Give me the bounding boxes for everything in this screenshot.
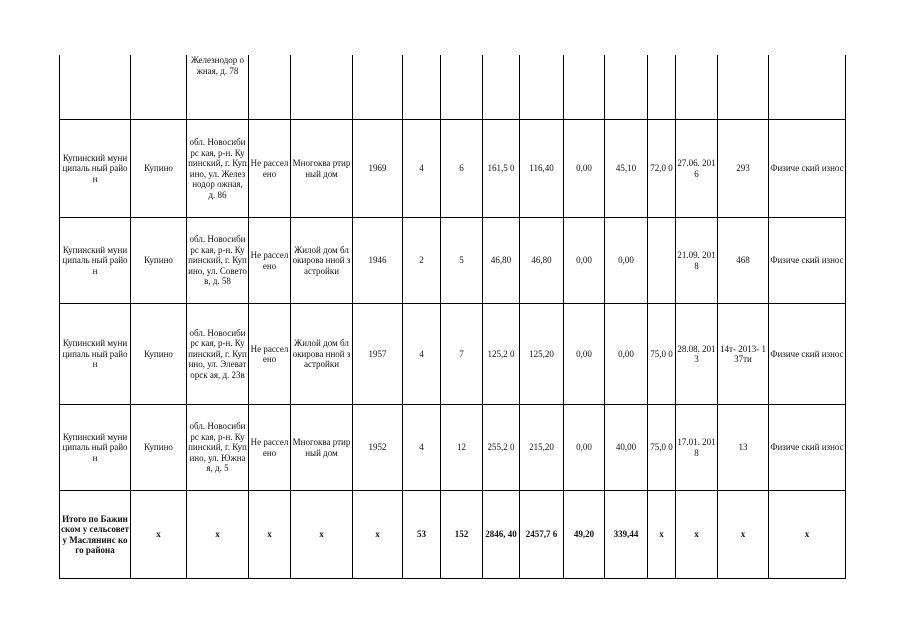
cell-count-b: 6 [441,120,483,218]
cell-area-total: 46,80 [483,218,520,304]
cell-area-c [605,55,648,120]
cell-settlement: Купино [131,304,187,405]
cell-wear: 75,0 0 [648,304,676,405]
cell-doc-number: 13 [718,405,769,491]
cell-area-total: 161,5 0 [483,120,520,218]
table-row [60,55,846,120]
cell-building-type [291,55,353,120]
cell-year: 1952 [353,405,403,491]
cell-doc-number: x [718,491,769,579]
cell-district: Купинский муниципаль ный район [60,120,131,218]
cell-count-a [403,55,441,120]
total-area-b: 49,20 [564,491,605,579]
cell-resettlement-status [249,55,291,120]
total-row [60,491,846,579]
cell-settlement [131,55,187,120]
cell-address: Железнодор ожная, д. 78 [187,55,249,120]
cell-count-b: 5 [441,218,483,304]
cell-area-a: 125,20 [520,304,564,405]
cell-doc-number: 468 [718,218,769,304]
cell-settlement: Купино [131,120,187,218]
table-row [60,304,846,405]
cell-resettlement-status: Не рассел ено [249,120,291,218]
cell-settlement: x [131,491,187,579]
cell-building-type: Жилой дом блокирова нной застройки [291,304,353,405]
cell-reason: x [769,491,846,579]
total-area-total: 2846, 40 [483,491,520,579]
cell-area-a: 46,80 [520,218,564,304]
cell-count-a: 4 [403,304,441,405]
cell-count-b: 7 [441,304,483,405]
cell-wear [648,55,676,120]
cell-date: 21.09. 2018 [676,218,718,304]
cell-wear: x [648,491,676,579]
cell-reason: Физиче ский износ [769,304,846,405]
cell-building-type: Многоква ртирный дом [291,120,353,218]
total-label: Итого по Бажинском у сельсовету Маслянинс кого района [60,491,131,579]
cell-doc-number: 293 [718,120,769,218]
cell-wear: 72,0 0 [648,120,676,218]
cell-settlement: Купино [131,218,187,304]
cell-settlement: Купино [131,405,187,491]
table-row [60,218,846,304]
cell-resettlement-status: x [249,491,291,579]
cell-date: x [676,491,718,579]
cell-date: 28.08. 2013 [676,304,718,405]
cell-doc-number: 14т- 2013- 137ти [718,304,769,405]
cell-area-b [564,55,605,120]
cell-district: Купинский муниципаль ный район [60,218,131,304]
cell-area-total [483,55,520,120]
cell-reason: Физиче ский износ [769,218,846,304]
cell-date: 27.06. 2016 [676,120,718,218]
cell-address: x [187,491,249,579]
housing-register-table [59,55,846,579]
cell-district: Купинский муниципаль ный район [60,304,131,405]
cell-area-total: 255,2 0 [483,405,520,491]
cell-address: обл. Новосибирс кая, р-н. Купинский, г. Купино, ул. Железнодор ожная, д. 86 [187,120,249,218]
cell-area-a: 215,20 [520,405,564,491]
cell-area-b: 0,00 [564,120,605,218]
table-row [60,405,846,491]
cell-count-a: 4 [403,120,441,218]
cell-address: обл. Новосибирс кая, р-н. Купинский, г. Купино, ул. Элеваторск ая, д. 23в [187,304,249,405]
cell-area-c: 0,00 [605,304,648,405]
cell-year [353,55,403,120]
cell-date [676,55,718,120]
cell-year: 1957 [353,304,403,405]
cell-year: 1969 [353,120,403,218]
cell-wear: 75,0 0 [648,405,676,491]
cell-wear [648,218,676,304]
cell-area-a [520,55,564,120]
table-row [60,120,846,218]
cell-building-type: Многоква ртирный дом [291,405,353,491]
cell-address: обл. Новосибирс кая, р-н. Купинский, г. Купино, ул. Южная, д. 5 [187,405,249,491]
cell-count-b: 12 [441,405,483,491]
cell-area-total: 125,2 0 [483,304,520,405]
cell-address: обл. Новосибирс кая, р-н. Купинский, г. Купино, ул. Советов, д. 58 [187,218,249,304]
cell-reason: Физиче ский износ [769,120,846,218]
cell-area-b: 0,00 [564,304,605,405]
cell-resettlement-status: Не рассел ено [249,304,291,405]
cell-building-type: Жилой дом блокирова нной застройки [291,218,353,304]
cell-area-c: 40,00 [605,405,648,491]
cell-area-b: 0,00 [564,405,605,491]
cell-reason: Физиче ский износ [769,405,846,491]
cell-building-type: x [291,491,353,579]
cell-count-a: 2 [403,218,441,304]
total-count-b: 152 [441,491,483,579]
cell-district [60,55,131,120]
cell-resettlement-status: Не рассел ено [249,218,291,304]
cell-count-b [441,55,483,120]
cell-year: x [353,491,403,579]
cell-count-a: 4 [403,405,441,491]
total-count-a: 53 [403,491,441,579]
cell-area-c: 0,00 [605,218,648,304]
cell-district: Купинский муниципаль ный район [60,405,131,491]
total-area-a: 2457,7 6 [520,491,564,579]
cell-year: 1946 [353,218,403,304]
cell-reason [769,55,846,120]
cell-date: 17.01. 2018 [676,405,718,491]
cell-area-b: 0,00 [564,218,605,304]
total-area-c: 339,44 [605,491,648,579]
cell-area-c: 45,10 [605,120,648,218]
cell-resettlement-status: Не рассел ено [249,405,291,491]
cell-doc-number [718,55,769,120]
cell-area-a: 116,40 [520,120,564,218]
